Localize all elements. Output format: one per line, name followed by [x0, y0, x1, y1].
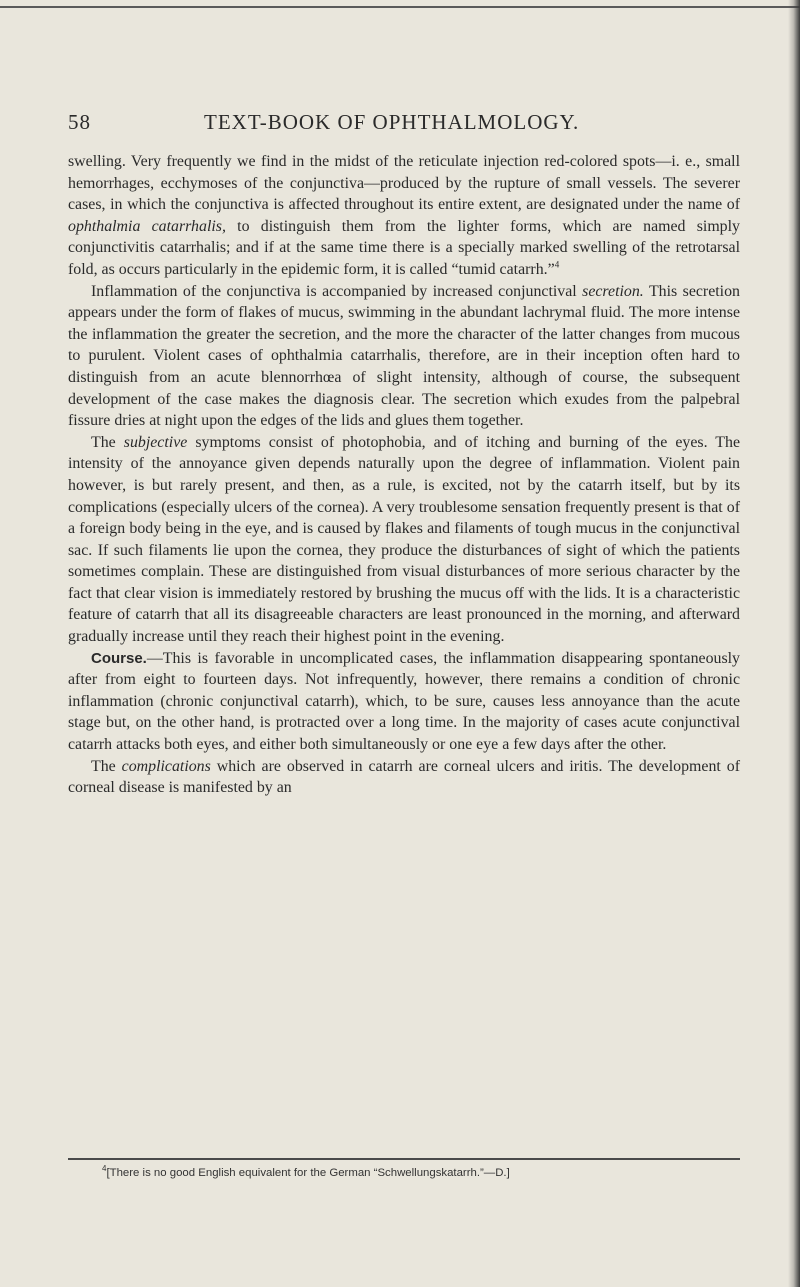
paragraph-5-italic-term: complications [121, 757, 211, 775]
paragraph-4 [68, 648, 740, 756]
section-run-in-heading: Course. [91, 649, 147, 667]
paragraph-4-text-a: —This is favorable in uncomplicated cases, the inflammation disappearing spontaneously after from eight to fourteen days. Not infrequently, however, there remains a condition of chronic inflammation (chronic conjunctival catarrh), which, to be sure, causes less annoyance than the acute stage but, on the other hand, is protracted over a long time. In the majority of cases acute conjunctival catarrh attacks both eyes, and either both simultaneously or one eye a few days after the other. [68, 649, 740, 754]
paragraph-5-text-c: which are observed in catarrh are corneal ulcers and iritis. The development of corneal disease is manifested by an [68, 757, 740, 797]
paragraph-3-text-c: symptoms consist of photophobia, and of itching and burning of the eyes. The intensity of the annoyance given depends naturally upon the degree of inflammation. Violent pain however, is but rarely present, and then, as a rule, is excited, not by the catarrh itself, but by its complications (especially ulcers of the cornea). A very troublesome sensation frequently present is that of a foreign body being in the eye, and is caused by flakes and filaments of tough mucus in the conjunctival sac. If such filaments lie upon the cornea, they produce the disturbances of sight of which the patients sometimes complain. These are distinguished from visual disturbances of more serious character by the fact that clear vision is immediately restored by brushing the mucus off with the lids. It is a characteristic feature of catarrh that all its disagreeable characters are least pronounced in the morning, and afterward gradually increase until they reach their highest point in the evening. [68, 433, 741, 646]
footnote-text: [There is no good English equivalent for the German “Schwellungskatarrh.”—D.] [106, 1167, 510, 1179]
paragraph-2-italic-term: secretion. [582, 282, 644, 300]
body-text [68, 151, 740, 799]
page-number: 58 [68, 110, 91, 134]
paragraph-5-text-a: The [91, 757, 122, 775]
paragraph-1-italic-term: ophthalmia catarrhalis, [68, 217, 226, 235]
paragraph-3-text-a: The [91, 433, 124, 451]
footnote-rule [68, 1158, 740, 1160]
paragraph-1-text-c: to distinguish them from the lighter forms, which are named simply conjunctivitis catarrhalis; and if at the same time there is a specially marked swelling of the retrotarsal fold, as occurs particularly in the epidemic form, it is called “tumid catarrh.” [68, 217, 740, 278]
running-header [68, 110, 740, 140]
paragraph-1-text-a: swelling. Very frequently we find in the midst of the reticulate injection red-colored spots—i. e., small hemorrhages, ecchymoses of the conjunctiva—produced by the rupture of small vessels. The severer cases, in which the conjunctiva is affected throughout its entire extent, are designated under the name of [68, 153, 740, 214]
footnote-reference: 4 [554, 259, 560, 270]
paragraph-2-text-c: This secretion appears under the form of flakes of mucus, swimming in the abundant lachrymal fluid. The more intense the inflammation the greater the secretion, and the more the character of the latter changes from mucous to purulent. Violent cases of ophthalmia catarrhalis, therefore, are in their inception often hard to distinguish from an acute blennorrhœa of slight intensity, although of course, the subsequent development of the case makes the diagnosis clear. The secretion which exudes from the palpebral fissure dries at night upon the edges of the lids and glues them together. [68, 282, 740, 430]
page-edge-shadow [788, 0, 800, 1287]
paragraph-2-text-a: Inflammation of the conjunctiva is accompanied by increased conjunctival [91, 282, 583, 300]
paragraph-5 [68, 756, 740, 799]
book-page [68, 0, 740, 1287]
paragraph-3-italic-term: subjective [123, 433, 188, 451]
footnote [102, 1165, 742, 1181]
paragraph-2 [68, 281, 740, 432]
footnote-marker: 4 [102, 1164, 107, 1174]
running-title: TEXT-BOOK OF OPHTHALMOLOGY. [204, 110, 580, 134]
paragraph-3 [68, 432, 740, 648]
paragraph-1 [68, 151, 740, 281]
